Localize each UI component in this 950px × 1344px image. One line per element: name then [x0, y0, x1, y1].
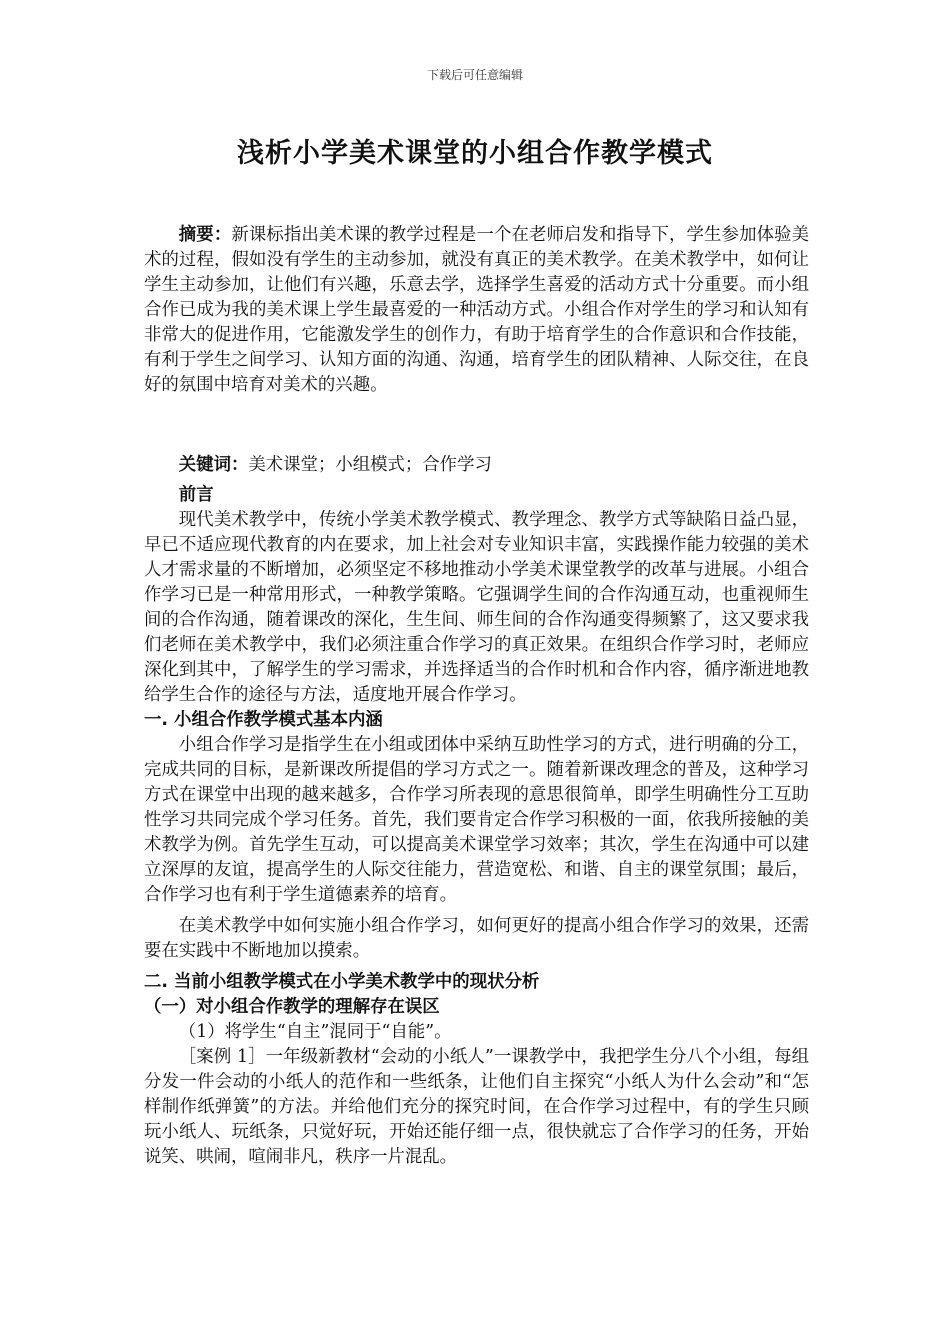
main-content — [144, 483, 809, 1170]
section2-heading: 二. 当前小组教学模式在小学美术教学中的现状分析 — [144, 972, 540, 992]
preface-heading: 前言 — [178, 485, 214, 505]
abstract-text: 新课标指出美术课的教学过程是一个在老师启发和指导下，学生参加体验美术的过程，假如没有学生的主动参加，就没有真正的美术教学。在美术教学中，如何让学生主动参加，让他们有兴趣，乐意去学，选择学生喜爱的活动方式十分重要。而小组合作已成为我的美术课上学生最喜爱的一种活动方式。小组合作对学生的学习和认知有非常大的促进作用，它能激发学生的创作力，有助于培育学生的合作意识和合作技能，有利于学生之间学习、认知方面的沟通、沟通，培育学生的团队精神、人际交往，在良好的氛围中培育对美术的兴趣。 — [144, 225, 809, 395]
keywords-label: 关键词： — [178, 455, 249, 475]
abstract-section — [144, 223, 809, 398]
abstract-label: 摘要： — [178, 225, 232, 245]
preface-paragraph: 现代美术教学中，传统小学美术教学模式、教学理念、教学方式等缺陷日益凸显，早已不适应现代教育的内在要求，加上社会对专业知识丰富，实践操作能力较强的美术人才需求量的不断增加，必须坚定不移地推动小学美术课堂教学的改革与进展。小组合作学习已是一种常用形式，一种教学策略。它强调学生间的合作沟通互动，也重视师生间的合作沟通，随着课改的深化，生生间、师生间的合作沟通变得频繁了，这又要求我们老师在美术教学中，我们必须注重合作学习的真正效果。在组织合作学习时，老师应深化到其中，了解学生的学习需求，并选择适当的合作时机和合作内容，循序渐进地教给学生合作的途径与方法，适度地开展合作学习。 — [144, 510, 809, 705]
document-title: 浅析小学美术课堂的小组合作教学模式 — [237, 138, 713, 169]
keywords-text: 美术课堂；小组模式；合作学习 — [248, 455, 492, 475]
section1-paragraph-2: 在美术教学中如何实施小组合作学习，如何更好的提高小组合作学习的效果，还需要在实践中不断地加以摸索。 — [144, 916, 809, 961]
section1-heading: 一. 小组合作教学模式基本内涵 — [144, 710, 383, 730]
case-1-paragraph: ［案例 1］一年级新教材“会动的小纸人”一课教学中，我把学生分八个小组，每组分发一件会动的小纸人的范作和一些纸条，让他们自主探究“小纸人为什么会动”和“怎样制作纸弹簧”的方法。并给他们充分的探究时间，在合作学习过程中，有的学生只顾玩小纸人、玩纸条，只觉好玩，开始还能仔细一点，很快就忘了合作学习的任务，开始说笑、哄闹，喧闹非凡，秩序一片混乱。 — [144, 1047, 809, 1167]
abstract-paragraph — [144, 223, 809, 398]
section2-subheading-1: （一）对小组合作教学的理解存在误区 — [144, 997, 440, 1017]
page-header-note: 下载后可任意编辑 — [426, 68, 523, 82]
section2-item-1: （1）将学生“自主”混同于“自能”。 — [178, 1022, 452, 1042]
section1-paragraph-1: 小组合作学习是指学生在小组或团体中采纳互助性学习的方式，进行明确的分工，完成共同的目标，是新课改所提倡的学习方式之一。随着新课改理念的普及，这种学习方式在课堂中出现的越来越多，合作学习所表现的意思很简单，即学生明确性分工互助性学习共同完成个学习任务。首先，我们要肯定合作学习积极的一面，依我所接触的美术教学为例。首先学生互动，可以提高美术课堂学习效率；其次，学生在沟通中可以建立深厚的友谊，提高学生的人际交往能力，营造宽松、和谐、自主的课堂氛围；最后，合作学习也有利于学生道德素养的培育。 — [144, 735, 809, 905]
keywords-section — [144, 453, 809, 478]
keywords-paragraph — [144, 453, 809, 478]
